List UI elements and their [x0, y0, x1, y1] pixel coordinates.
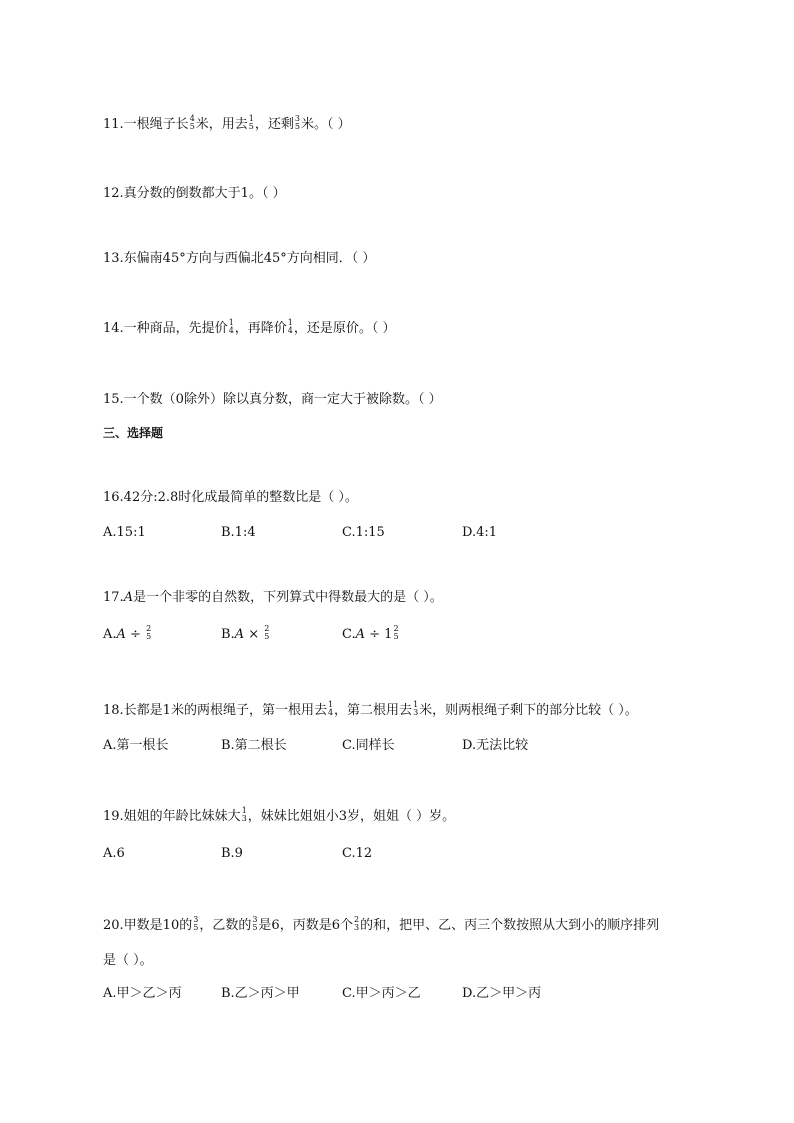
question-15: 15.一个数（0除外）除以真分数，商一定大于被除数。（ ） — [103, 392, 442, 407]
fraction: 1 4 — [287, 317, 293, 335]
option-c: C.A ÷ 1 2 5 — [342, 623, 399, 642]
question-text: 米。（ ） — [301, 117, 351, 132]
option-d: D.无法比较 — [462, 738, 529, 753]
fraction: 1 5 — [248, 113, 254, 131]
question-text: ，第二根用去 — [334, 703, 413, 718]
question-text: 14.一种商品，先提价 — [103, 321, 228, 336]
fraction: 3 5 — [294, 113, 300, 131]
fraction: 1 3 — [413, 699, 419, 717]
option-c: C.甲＞丙＞乙 — [342, 986, 421, 1001]
fraction: 2 3 — [353, 914, 360, 932]
option-a: A.A ÷ 2 5 — [103, 623, 152, 642]
question-text: 18.长都是1米的两根绳子，第一根用去 — [103, 703, 327, 718]
question-14 — [103, 317, 396, 338]
section-heading: 三、选择题 — [103, 426, 164, 440]
option-a: A.第一根长 — [103, 738, 169, 753]
question-text: 米，用去 — [195, 117, 248, 132]
option-b: B.9 — [221, 846, 243, 861]
fraction: 1 4 — [327, 699, 334, 717]
question-text: ，乙数的 — [199, 918, 252, 933]
option-a: A.15:1 — [103, 525, 146, 540]
question-19 — [103, 805, 456, 826]
option-a: A.甲＞乙＞丙 — [103, 986, 182, 1001]
fraction: 3 5 — [193, 914, 199, 932]
question-text: 是6，丙数是6个 — [258, 918, 353, 933]
option-b: B.第二根长 — [221, 738, 287, 753]
fraction: 1 3 — [241, 805, 247, 823]
question-16: 16.42分:2.8时化成最简单的整数比是（ ）。 — [103, 490, 358, 505]
question-text: 米，则两根绳子剩下的部分比较（ ）。 — [419, 703, 638, 718]
question-text: 19.姐姐的年龄比妹妹大 — [103, 809, 241, 824]
question-11 — [103, 113, 351, 134]
option-b: B.1:4 — [221, 525, 256, 540]
question-text: ，再降价 — [234, 321, 287, 336]
option-d: D.乙＞甲＞丙 — [462, 986, 542, 1001]
option-a: A.6 — [103, 846, 125, 861]
option-b: B.A × 2 5 — [221, 623, 270, 642]
question-17 — [103, 589, 443, 607]
question-text: 17. — [103, 590, 124, 605]
variable: A — [123, 590, 134, 605]
option-d: D.4:1 — [462, 525, 498, 540]
question-text: 的和，把甲、乙、丙三个数按照从大到小的顺序排列 — [360, 918, 660, 933]
option-c: C.1:15 — [342, 525, 385, 540]
question-text: 11.一根绳子长 — [103, 117, 189, 132]
question-text: ，还是原价。（ ） — [293, 321, 396, 336]
question-text: ，妹妹比姐姐小3岁，姐姐（ ）岁。 — [247, 809, 456, 824]
question-13: 13.东偏南45°方向与西偏北45°方向相同．（ ） — [103, 251, 376, 266]
question-text: 20.甲数是10的 — [103, 918, 193, 933]
question-20 — [103, 914, 660, 935]
option-b: B.乙＞丙＞甲 — [221, 986, 300, 1001]
question-12: 12.真分数的倒数都大于1。（ ） — [103, 186, 286, 201]
option-c: C.12 — [342, 846, 373, 861]
question-text: ，还剩 — [254, 117, 294, 132]
question-text: 是一个非零的自然数，下列算式中得数最大的是（ ）。 — [133, 590, 443, 605]
fraction: 4 5 — [189, 113, 195, 131]
question-18 — [103, 699, 638, 720]
question-20-line2: 是（ ）。 — [103, 953, 153, 968]
fraction: 1 4 — [228, 317, 234, 335]
fraction: 3 5 — [252, 914, 258, 932]
option-c: C.同样长 — [342, 738, 395, 753]
